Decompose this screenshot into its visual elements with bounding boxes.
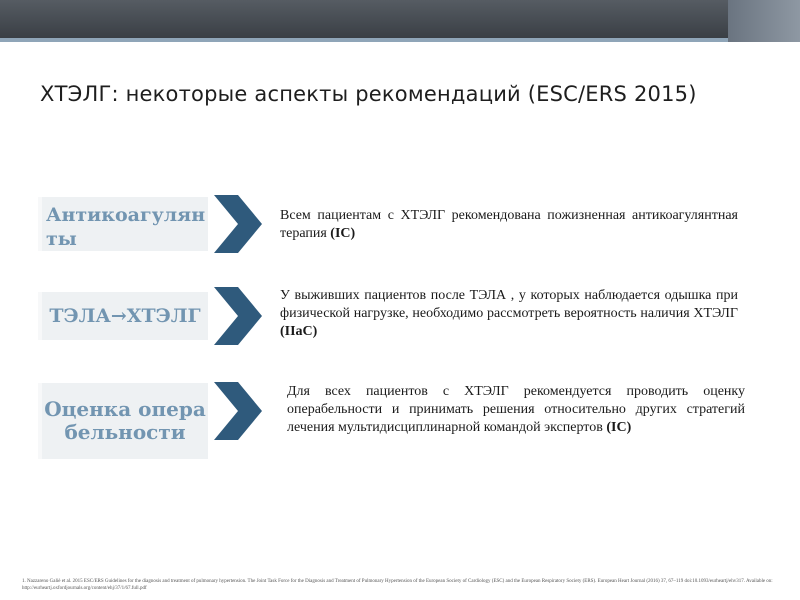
recommendation-text: У выживших пациентов после ТЭЛА , у которых наблюдается одышка при физической нагрузке, необходимо рассмотреть вероятность наличия ХТЭЛГ bbox=[280, 288, 738, 321]
footnote-reference: 1. Nazzareno Galiè et al. 2015 ESC/ERS Guidelines for the diagnosis and treatment of pulmonary hypertension. The Joint Task Force for the Diagnosis and Treatment of Pulmonary Hypertension of the European Society of Cardiology (ESC) and the European Respiratory Society (ERS). European Heart Journal (2016) 37, 67–119 doi:10.1093/eurheartj/ehv317. Available on: http://eurheartj.oxfordjournals.org/content/ehj/37/1/67.full.pdf bbox=[22, 579, 773, 591]
recommendation-grade: (IС) bbox=[330, 226, 356, 241]
recommendation-text: Всем пациентам с ХТЭЛГ рекомендована пожизненная антикоагулянтная терапия bbox=[280, 208, 738, 241]
recommendation-operability bbox=[287, 383, 745, 437]
recommendation-grade: (IС) bbox=[606, 420, 632, 435]
chevron-right-icon bbox=[212, 287, 264, 345]
label-pe-cteph-text: ТЭЛА→ХТЭЛГ bbox=[49, 305, 201, 327]
slide-title: ХТЭЛГ: некоторые аспекты рекомендаций (ESC/ERS 2015) bbox=[40, 82, 697, 106]
recommendation-anticoagulants bbox=[280, 207, 738, 243]
label-operability bbox=[38, 383, 208, 459]
label-anticoagulants-text: Антикоагулянты bbox=[46, 204, 206, 250]
header-strip bbox=[0, 38, 800, 42]
recommendation-grade: (IIaC) bbox=[280, 324, 318, 339]
label-pe-cteph bbox=[38, 292, 208, 340]
header-bar bbox=[0, 0, 800, 38]
label-operability-text: Оценка операбельности bbox=[44, 397, 206, 444]
recommendation-text: Для всех пациентов с ХТЭЛГ рекомендуется проводить оценку операбельности и принимать решения относительно других стратегий лечения мультидисциплинарной командой экспертов bbox=[287, 384, 745, 435]
chevron-right-icon bbox=[212, 195, 264, 253]
chevron-right-icon bbox=[212, 382, 264, 440]
label-anticoagulants bbox=[38, 197, 208, 251]
header-accent bbox=[728, 0, 800, 42]
recommendation-pe-cteph bbox=[280, 287, 738, 341]
